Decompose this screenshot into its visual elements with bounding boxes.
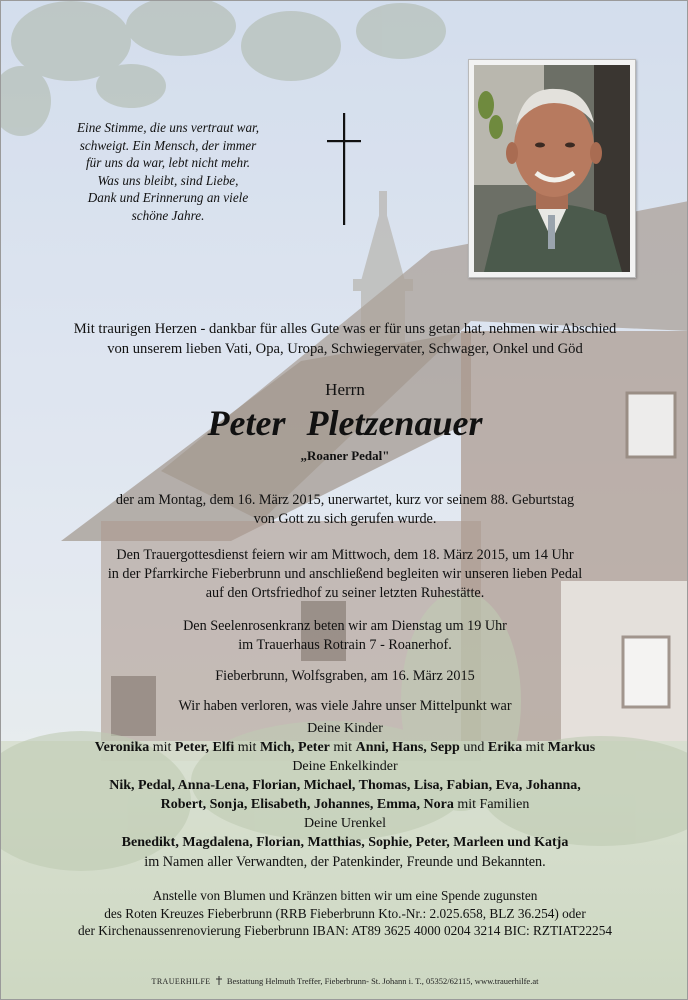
salutation: Herrn	[325, 380, 365, 399]
great-grandchildren-names: Benedikt, Magdalena, Florian, Matthias, Sophie, Peter, Marleen und Katja	[121, 835, 569, 850]
death-notice	[21, 491, 669, 529]
motto: Wir haben verloren, was viele Jahre unser Mittelpunkt war	[178, 698, 512, 714]
death-notice-line: von Gott zu sich gerufen wurde.	[253, 511, 437, 527]
portrait-photo	[474, 65, 630, 272]
intro-line: von unserem lieben Vati, Opa, Uropa, Schwiegervater, Schwager, Onkel und Göd	[107, 341, 583, 357]
funeral-details	[21, 546, 669, 603]
connector-text: mit	[522, 740, 548, 755]
footer-text: Bestattung Helmuth Treffer, Fieberbrunn- St. Johann i. T., 05352/62115, www.trauerhilfe.at	[226, 976, 539, 986]
poem-line: Dank und Erinnerung an viele	[87, 190, 249, 206]
portrait-photo-frame	[468, 59, 636, 278]
connector-text: mit	[149, 740, 175, 755]
poem-line: für uns da war, lebt nicht mehr.	[85, 155, 251, 171]
donation-line: Anstelle von Blumen und Kränzen bitten wir um eine Spende zugunsten	[152, 888, 538, 903]
children-names	[21, 738, 669, 757]
memorial-poem	[49, 119, 287, 225]
child-name: Erika	[487, 740, 523, 755]
poem-line: Was uns bleibt, sind Liebe,	[97, 172, 239, 188]
donation-request	[21, 887, 669, 940]
rosary-line: Den Seelenrosenkranz beten wir am Dienstag um 19 Uhr	[183, 618, 507, 634]
connector-text: mit	[234, 740, 260, 755]
rosary-details	[21, 617, 669, 655]
connector-text: mit	[329, 740, 356, 755]
child-name: Mich, Peter	[259, 740, 330, 755]
great-grandchildren-heading: Deine Urenkel	[303, 816, 387, 831]
donation-line: der Kirchenaussenrenovierung Fieberbrunn IBAN: AT89 3625 4000 0204 3214 BIC: RZTIAT22254	[77, 923, 612, 939]
child-name: Peter, Elfi	[174, 740, 235, 755]
child-name: Markus	[547, 740, 596, 755]
place-date: Fieberbrunn, Wolfsgraben, am 16. März 2015	[215, 668, 475, 684]
trauerhilfe-logo: TRAUERHILFE	[151, 977, 211, 986]
funeral-home-footer	[21, 975, 669, 988]
connector-text: und	[459, 740, 488, 755]
funeral-line: in der Pfarrkirche Fieberbrunn und anschließend begleiten wir unseren lieben Pedal	[107, 566, 583, 582]
grandchildren-names	[21, 776, 669, 795]
intro-line: Mit traurigen Herzen - dankbar für alles Gute was er für uns getan hat, nehmen wir Abschied	[73, 321, 617, 337]
funeral-home-mark-icon	[216, 976, 222, 985]
grandchildren-names-1: Nik, Pedal, Anna-Lena, Florian, Michael, Thomas, Lisa, Fabian, Eva, Johanna,	[109, 778, 581, 793]
death-notice-line: der am Montag, dem 16. März 2015, unerwartet, kurz vor seinem 88. Geburtstag	[115, 492, 575, 508]
rosary-line: im Trauerhaus Rotrain 7 - Roanerhof.	[238, 637, 452, 653]
grandchildren-suffix: mit Familien	[453, 797, 530, 812]
funeral-line: auf den Ortsfriedhof zu seiner letzten Ruhestätte.	[205, 585, 485, 601]
child-name: Veronika	[94, 740, 150, 755]
nickname: „Roaner Pedal"	[300, 448, 390, 463]
intro-text	[21, 319, 669, 359]
children-heading: Deine Kinder	[307, 721, 383, 736]
poem-line: schweigt. Ein Mensch, der immer	[79, 137, 257, 153]
funeral-line: Den Trauergottesdienst feiern wir am Mittwoch, dem 18. März 2015, um 14 Uhr	[116, 547, 574, 563]
great-grandchildren-line	[21, 833, 669, 852]
poem-line: schöne Jahre.	[131, 207, 205, 223]
grandchildren-names-continued	[21, 795, 669, 814]
child-name: Anni, Hans, Sepp	[355, 740, 460, 755]
closing-line: im Namen aller Verwandten, der Patenkinder, Freunde und Bekannten.	[144, 854, 546, 870]
grandchildren-heading: Deine Enkelkinder	[292, 759, 398, 774]
grandchildren-names-2: Robert, Sonja, Elisabeth, Johannes, Emma, Nora	[160, 797, 454, 812]
deceased-name: Peter Pletzenauer	[207, 403, 483, 443]
cross-icon	[327, 113, 361, 225]
donation-line: des Roten Kreuzes Fieberbrunn (RRB Fieberbrunn Kto.-Nr.: 2.025.658, BLZ 36.254) oder	[104, 905, 586, 921]
poem-line: Eine Stimme, die uns vertraut war,	[76, 120, 260, 135]
family-list	[21, 719, 669, 852]
